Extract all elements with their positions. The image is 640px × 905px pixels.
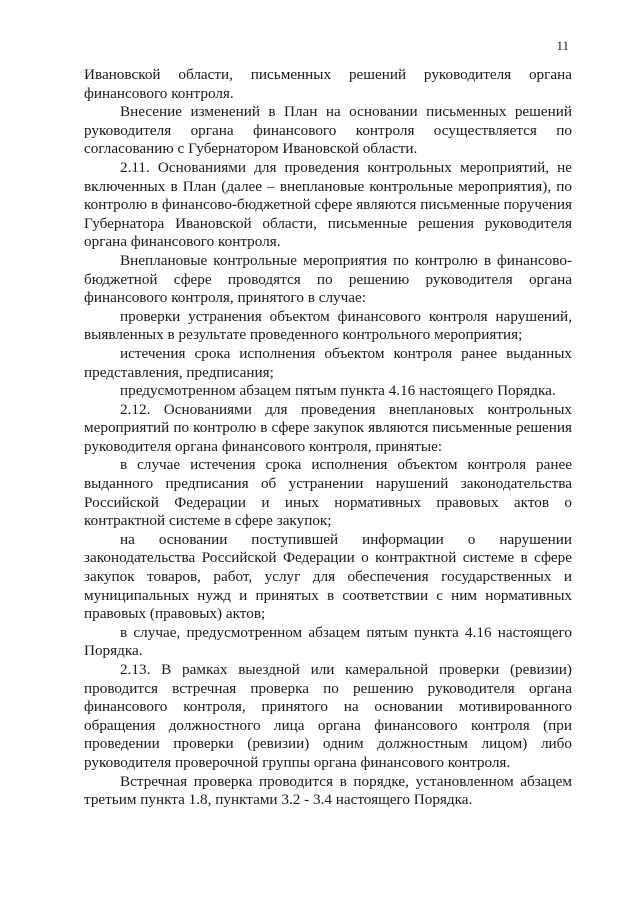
- document-body: [84, 66, 572, 810]
- paragraph: 2.13. В рамках выездной или камеральной проверки (ревизии) проводится встречная проверка по решению руководителя органа финансового контроля, принятого на основании мотивированного обращения должностного лица органа финансового контроля (при проведении проверки (ревизии) одним должностным лицом) либо руководителя проверочной группы органа финансового контроля.: [84, 661, 572, 771]
- paragraph: проверки устранения объектом финансового контроля нарушений, выявленных в результате проведенного контрольного мероприятия;: [84, 307, 572, 344]
- paragraph: предусмотренном абзацем пятым пункта 4.16 настоящего Порядка.: [120, 382, 556, 400]
- paragraph: в случае истечения срока исполнения объектом контроля ранее выданного предписания об устранении нарушений законодательства Российской Федерации и иных нормативных правовых актов о контрактной системе в сфере закупок;: [84, 456, 572, 530]
- paragraph: 2.12. Основаниями для проведения внеплановых контрольных мероприятий по контролю в сфере закупок являются письменные решения руководителя органа финансового контроля, принятые:: [84, 400, 572, 455]
- page-number: 11: [556, 38, 569, 53]
- paragraph: Ивановской области, письменных решений руководителя органа финансового контроля.: [84, 66, 572, 102]
- paragraph: Внеплановые контрольные мероприятия по контролю в финансово-бюджетной сфере проводятся по решению руководителя органа финансового контроля, принятого в случае:: [84, 251, 572, 307]
- paragraph: Внесение изменений в План на основании письменных решений руководителя органа финансового контроля осуществляется по согласованию с Губернатором Ивановской области.: [84, 103, 572, 158]
- paragraph: на основании поступившей информации о нарушении законодательства Российской Федерации о контрактной системе в сфере закупок товаров, работ, услуг для обеспечения государственных и муниципальных нужд и принятых в соответствии с ним нормативных правовых (правовых) актов;: [84, 530, 572, 623]
- paragraph: Встречная проверка проводится в порядке, установленном абзацем третьим пункта 1.8, пунктами 3.2 - 3.4 настоящего Порядка.: [84, 772, 572, 809]
- paragraph: истечения срока исполнения объектом контроля ранее выданных представления, предписания;: [84, 344, 572, 381]
- paragraph: в случае, предусмотренном абзацем пятым пункта 4.16 настоящего Порядка.: [84, 623, 572, 660]
- paragraph: 2.11. Основаниями для проведения контрольных мероприятий, не включенных в План (далее – внеплановые контрольные мероприятия), по контролю в финансово-бюджетной сфере являются письменные поручения Губернатора Ивановской области, письменные решения руководителя органа финансового контроля.: [84, 158, 572, 251]
